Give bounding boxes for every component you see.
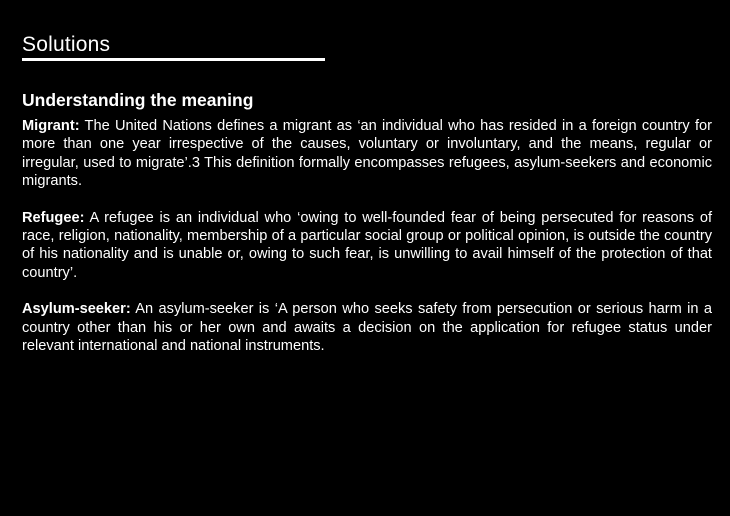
definition-text-migrant: The United Nations defines a migrant as ‘an individual who has resided in a foreign country for more than one year irrespective of the causes, voluntary or involuntary, and the means, regular or irregular, used to migrate’.3 This definition formally encompasses refugees, asylum-seekers and economic migrants. xyxy=(22,118,712,190)
term-asylum-seeker: Asylum-seeker: xyxy=(22,301,131,318)
section-title: Solutions xyxy=(22,33,111,56)
term-migrant: Migrant: xyxy=(22,118,80,134)
definition-asylum-seeker xyxy=(22,300,712,355)
page xyxy=(22,32,712,355)
definition-migrant xyxy=(22,117,712,191)
heading: Understanding the meaning xyxy=(22,90,254,110)
definition-text-refugee: A refugee is an individual who ‘owing to well-founded fear of being persecuted for reasons of race, religion, nationality, membership of a particular social group or political opinion, is outside the country of his nationality and is unable or, owing to such fear, is unwilling to avail himself of the protection of that country’. xyxy=(22,209,713,281)
definition-refugee xyxy=(22,209,712,283)
title-underline xyxy=(22,58,325,61)
definition-text-asylum-seeker: An asylum-seeker is ‘A person who seeks safety from persecution or serious harm in a country other than his or her own and awaits a decision on the application for refugee status under relevant international and national instruments. xyxy=(22,301,713,355)
term-refugee: Refugee: xyxy=(22,209,85,226)
